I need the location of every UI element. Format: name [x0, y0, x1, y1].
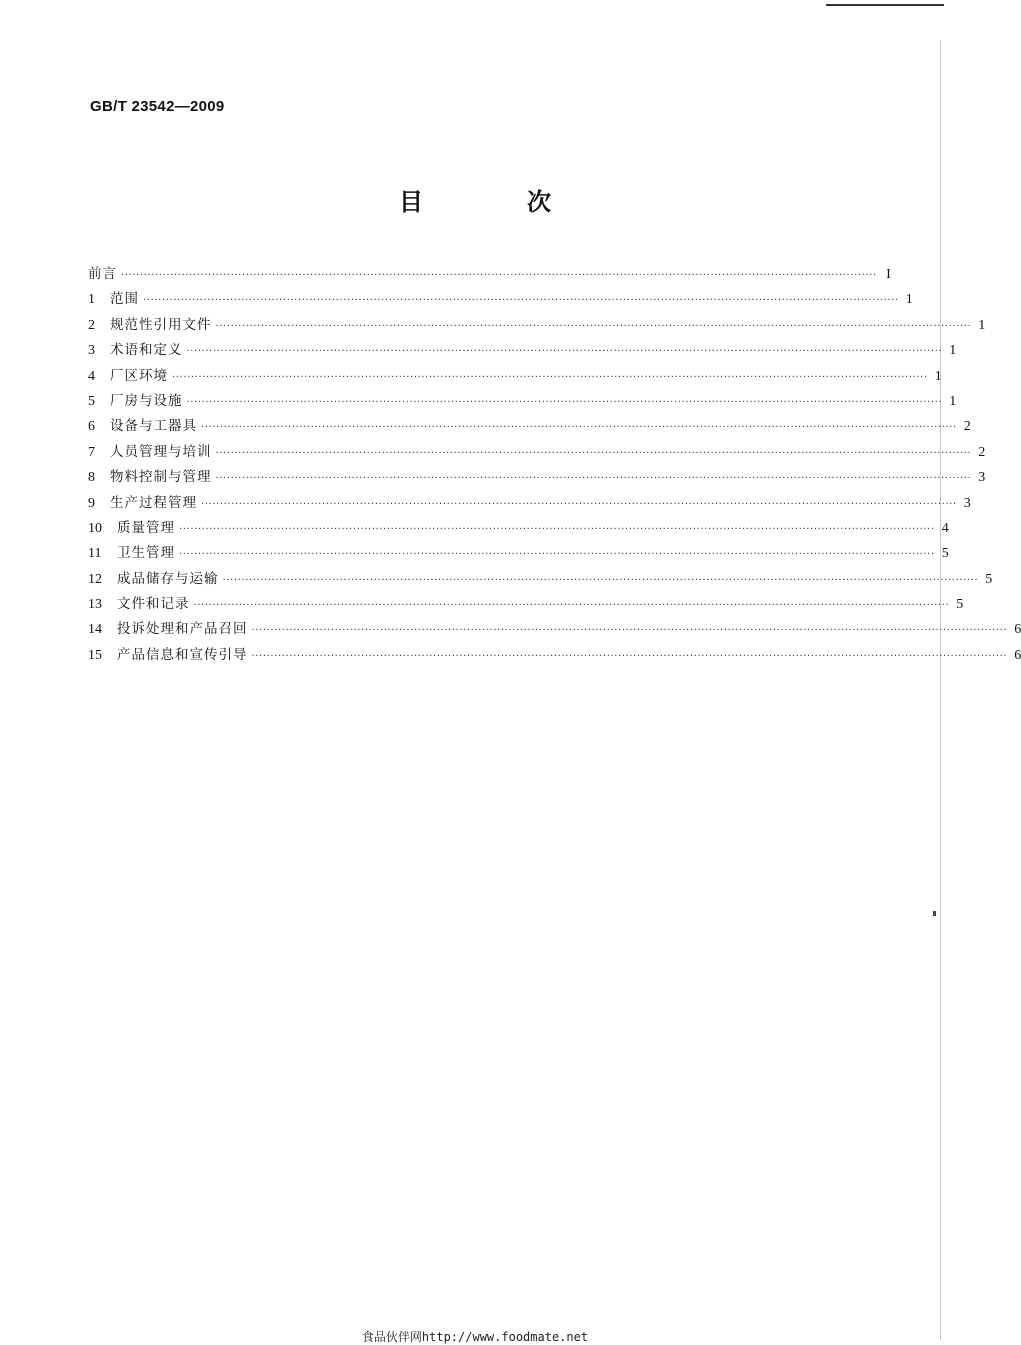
- toc-dot-leader: ········································································································································································································: [201, 422, 957, 434]
- toc-entry-number: 7: [88, 444, 95, 460]
- scan-edge-line: [940, 40, 941, 1340]
- toc-dot-leader: ········································································································································································································: [215, 447, 972, 459]
- toc-entry-number: 15: [88, 647, 102, 663]
- toc-entry-page: 2: [963, 419, 971, 435]
- toc-entry[interactable]: [88, 313, 986, 338]
- scan-edge-mark: [933, 911, 936, 916]
- toc-dot-leader: ········································································································································································································: [172, 371, 928, 383]
- toc-entry[interactable]: [88, 414, 971, 439]
- toc-entry-page: 1: [949, 343, 957, 359]
- toc-entry-label: 人员管理与培训: [110, 443, 212, 460]
- toc-entry-page: 5: [941, 546, 949, 562]
- toc-entry-label: 成品储存与运输: [117, 570, 219, 587]
- toc-dot-leader: ········································································································································································································: [222, 574, 979, 586]
- toc-entry-label: 术语和定义: [110, 342, 183, 359]
- toc-dot-leader: ········································································································································································································: [251, 650, 1008, 662]
- toc-entry[interactable]: [88, 592, 964, 617]
- toc-entry[interactable]: [88, 643, 1021, 668]
- toc-entry-number: 1: [88, 292, 95, 308]
- footer-watermark: 食品伙伴网http://www.foodmate.net: [361, 1330, 589, 1344]
- toc-dot-leader: ········································································································································································································: [251, 625, 1008, 637]
- document-code: GB/T 23542—2009: [90, 98, 225, 115]
- toc-entry-number: 8: [88, 470, 95, 486]
- toc-entry-page: 6: [1014, 647, 1021, 663]
- toc-entry[interactable]: [88, 338, 957, 363]
- toc-dot-leader: ········································································································································································································: [215, 473, 972, 485]
- toc-dot-leader: ········································································································································································································: [215, 320, 972, 332]
- toc-entry-label: 物料控制与管理: [110, 469, 212, 486]
- toc-entry-label: 前言: [88, 266, 117, 282]
- toc-entry-page: 1: [978, 317, 986, 333]
- toc-entry-label: 文件和记录: [117, 596, 190, 613]
- toc-title: 目 次: [399, 188, 591, 216]
- toc-dot-leader: ········································································································································································································: [179, 549, 935, 561]
- toc-entry-label: 厂房与设施: [110, 392, 183, 409]
- toc-entry-number: 13: [88, 597, 102, 613]
- toc-entry-number: 2: [88, 317, 95, 333]
- toc-entry[interactable]: [88, 465, 986, 490]
- toc-entry-number: 9: [88, 495, 95, 511]
- toc-entry-page: 3: [963, 495, 971, 511]
- toc-entry-label: 生产过程管理: [110, 494, 197, 511]
- toc-entry-label: 范围: [110, 291, 139, 308]
- toc-entry-page: 4: [941, 520, 949, 536]
- toc-entry-number: 5: [88, 393, 95, 409]
- toc-entry-page: 3: [978, 470, 986, 486]
- toc-dot-leader: ········································································································································································································: [186, 346, 943, 358]
- toc-entry-label: 产品信息和宣传引导: [117, 646, 248, 663]
- toc-entry[interactable]: [88, 567, 993, 592]
- toc-dot-leader: ········································································································································································································: [143, 295, 899, 307]
- toc-entry-label: 卫生管理: [117, 545, 175, 562]
- toc-dot-leader: ········································································································································································································: [179, 523, 935, 535]
- toc-entry-label: 设备与工器具: [110, 418, 197, 435]
- toc-entry[interactable]: [88, 389, 957, 414]
- toc-entry-page: I: [886, 267, 891, 282]
- toc-entry-label: 厂区环境: [110, 367, 168, 384]
- toc-entry-number: 14: [88, 622, 102, 638]
- toc-entry-page: 6: [1014, 622, 1021, 638]
- toc-dot-leader: ········································································································································································································: [201, 498, 957, 510]
- toc-entry-number: 12: [88, 571, 102, 587]
- toc-entry[interactable]: [88, 617, 1021, 642]
- toc-entry-page: 2: [978, 444, 986, 460]
- toc-entry-label: 质量管理: [117, 519, 175, 536]
- toc-entry-page: 1: [949, 393, 957, 409]
- toc-entry[interactable]: [88, 364, 942, 389]
- toc-entry[interactable]: [88, 541, 949, 566]
- toc-entry-number: 3: [88, 343, 95, 359]
- toc-entry-page: 1: [905, 292, 913, 308]
- toc-entry[interactable]: [88, 516, 949, 541]
- toc-dot-leader: ········································································································································································································: [121, 270, 877, 281]
- toc-entry-page: 5: [956, 597, 964, 613]
- toc-entry[interactable]: [88, 287, 913, 312]
- toc-dot-leader: ········································································································································································································: [193, 600, 950, 612]
- toc-entry[interactable]: [88, 491, 971, 516]
- toc-entry-label: 投诉处理和产品召回: [117, 621, 248, 638]
- toc-dot-leader: ········································································································································································································: [186, 396, 943, 408]
- toc-entry-number: 11: [88, 546, 102, 562]
- toc-entry-page: 1: [934, 368, 942, 384]
- scan-corner-line: [826, 4, 944, 6]
- toc-entry-number: 4: [88, 368, 95, 384]
- toc-entry[interactable]: [88, 262, 891, 287]
- toc-entry[interactable]: [88, 440, 986, 465]
- table-of-contents: [88, 262, 1021, 668]
- toc-entry-label: 规范性引用文件: [110, 316, 212, 333]
- toc-entry-page: 5: [985, 571, 993, 587]
- toc-entry-number: 10: [88, 520, 102, 536]
- toc-entry-number: 6: [88, 419, 95, 435]
